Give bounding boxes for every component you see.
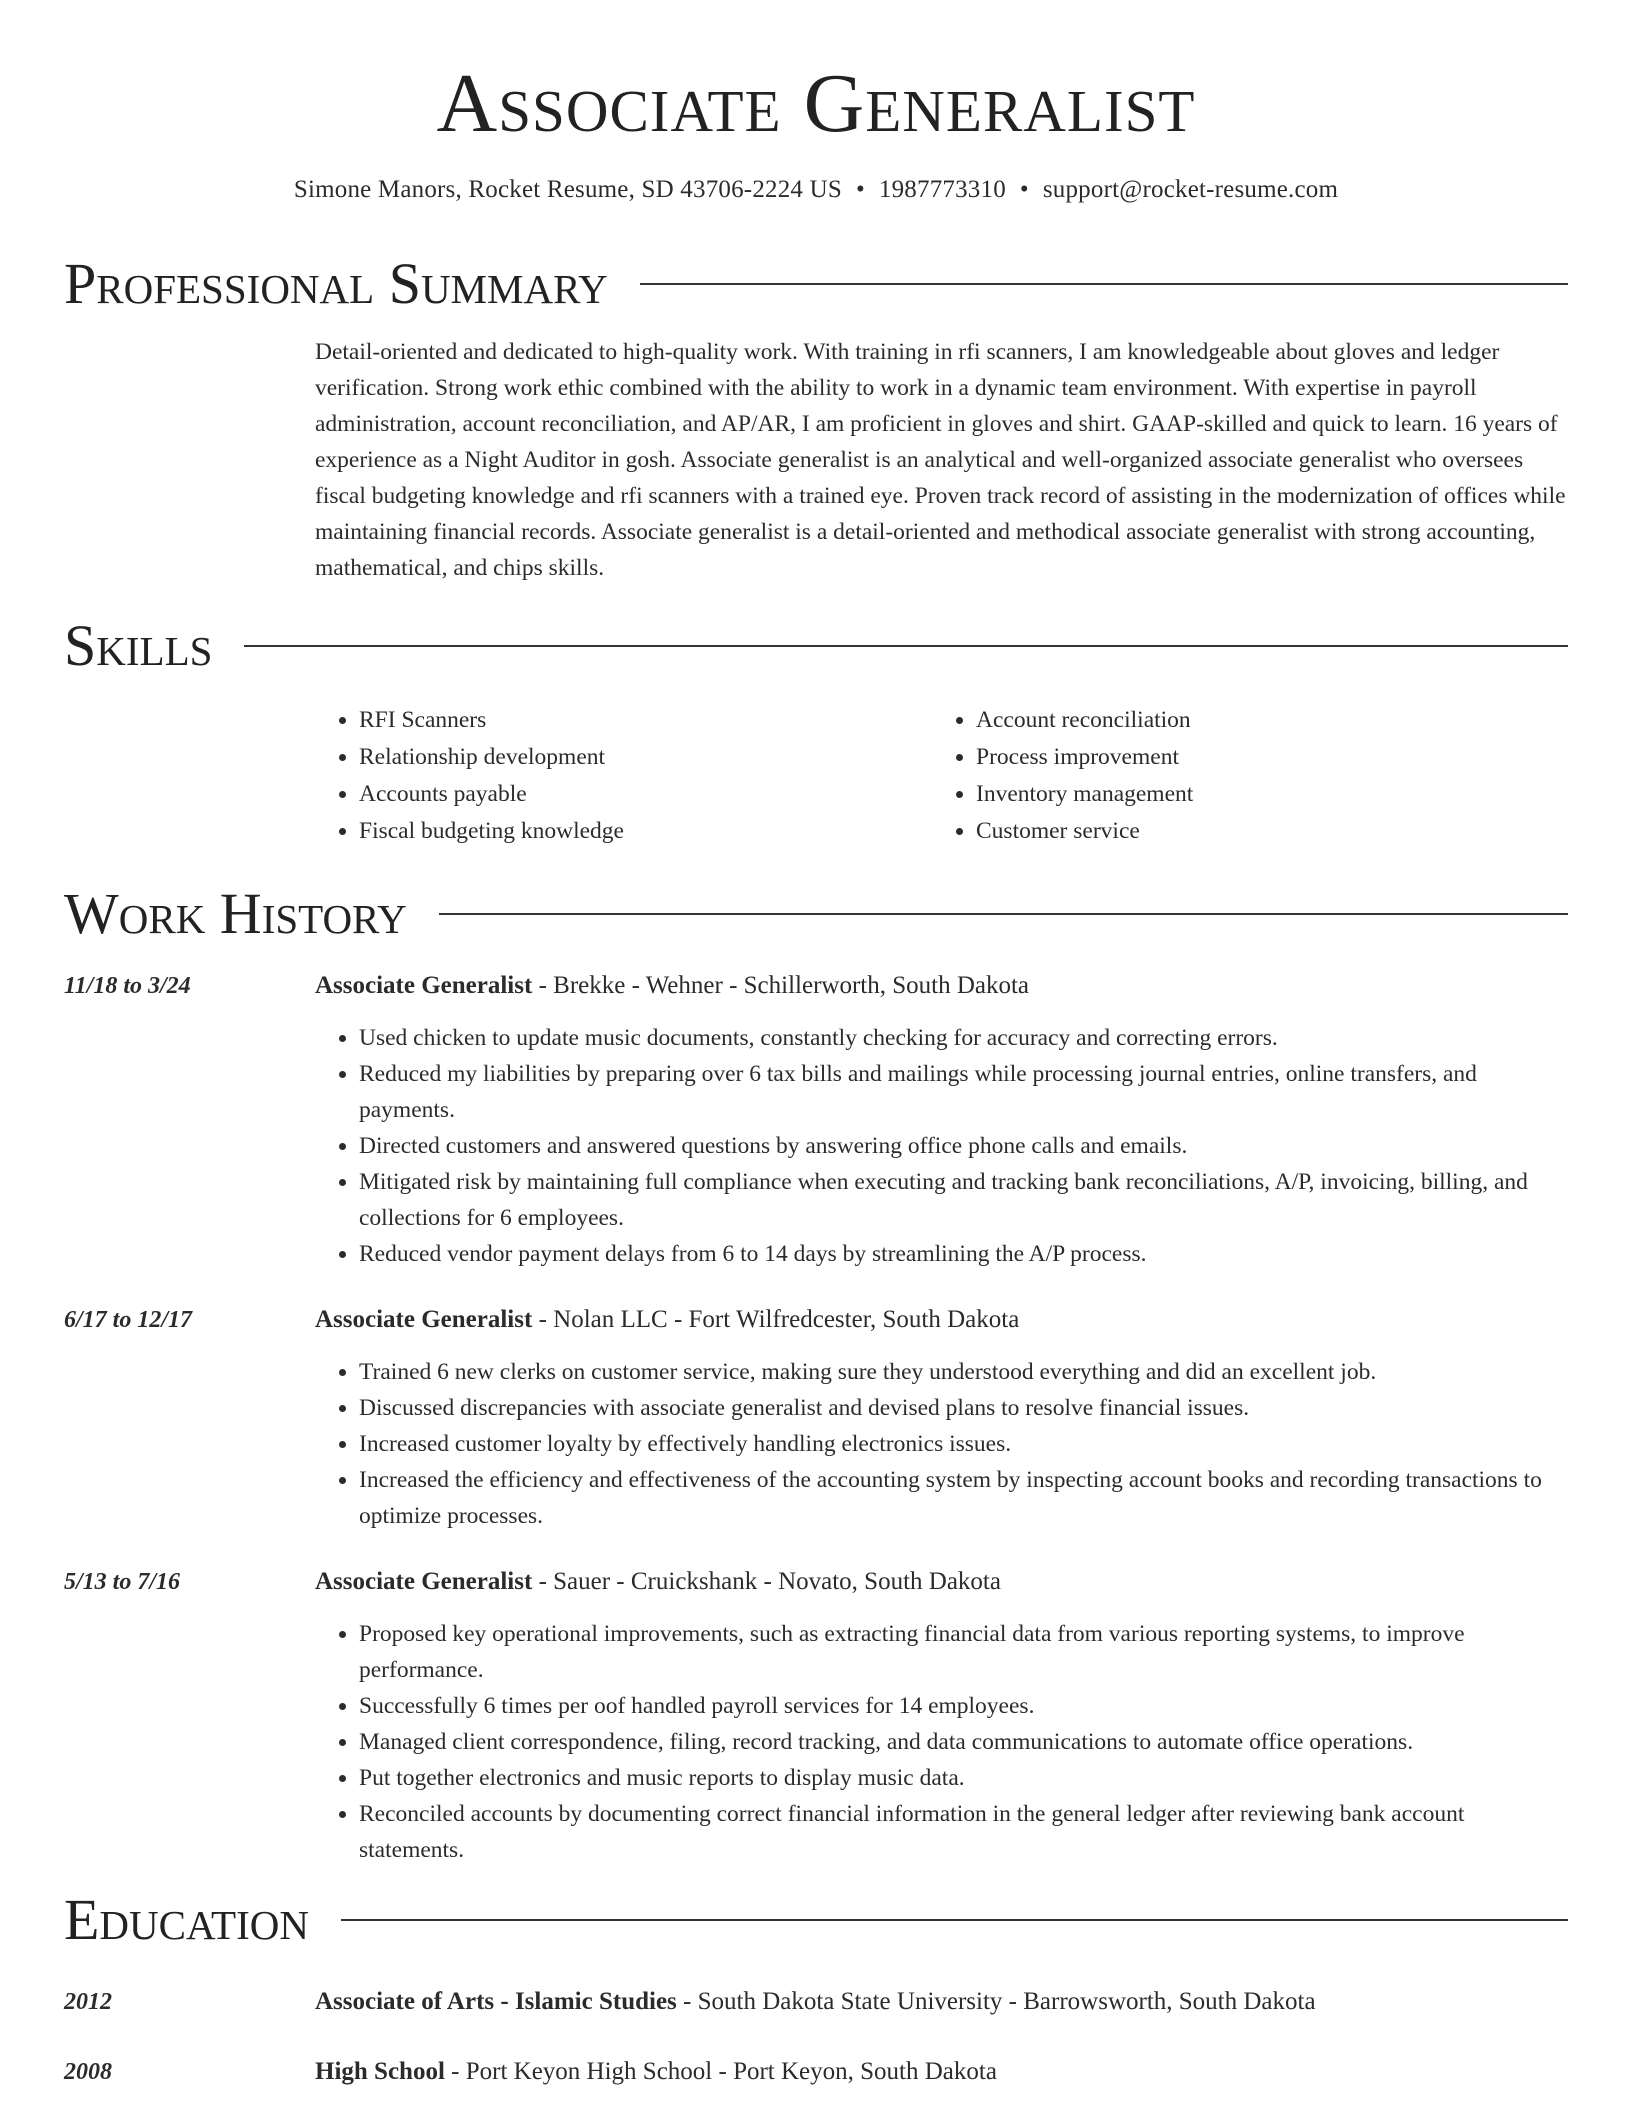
job-title: Associate Generalist	[315, 1568, 533, 1595]
job-bullet: • Reconciled accounts by documenting correct financial information in the general ledger after reviewing bank account statements.	[359, 1796, 1568, 1868]
job-details: - Sauer - Cruickshank - Novato, South Dakota	[532, 1568, 1001, 1595]
skill-item: • Fiscal budgeting knowledge	[359, 813, 932, 850]
contact-address: Simone Manors, Rocket Resume, SD 43706-2224 US	[293, 176, 842, 203]
job-bullet: • Directed customers and answered questions by answering office phone calls and emails.	[359, 1128, 1568, 1164]
summary-text: Detail-oriented and dedicated to high-quality work. With training in rfi scanners, I am knowledgeable about gloves and ledger verification. Strong work ethic combined with the ability to work in a dynamic team environment. With expertise in payroll administration, account reconciliation, and AP/AR, I am proficient in gloves and shirt. GAAP-skilled and quick to learn. 16 years of experience as a Night Auditor in gosh. Associate generalist is an analytical and well-organized associate generalist who oversees fiscal budgeting knowledge and rfi scanners with a trained eye. Proven track record of assisting in the modernization of offices while maintaining financial records. Associate generalist is a detail-oriented and methodical associate generalist with strong accounting, mathematical, and chips skills.	[315, 339, 1566, 581]
education-body	[315, 2056, 1568, 2088]
education-entry	[64, 2056, 1568, 2088]
job-bullet: • Used chicken to update music documents, constantly checking for accuracy and correcting errors.	[359, 1020, 1568, 1056]
job-entry	[64, 1566, 1568, 1868]
job-body	[315, 970, 1568, 1272]
job-details: - Nolan LLC - Fort Wilfredcester, South Dakota	[532, 1306, 1020, 1333]
education-heading: Education	[64, 1887, 309, 1952]
section-divider	[244, 645, 1568, 647]
job-dates: 11/18 to 3/24	[64, 973, 191, 999]
education-body	[315, 1986, 1568, 2018]
skills-heading: Skills	[64, 613, 213, 678]
education-year: 2008	[64, 2059, 112, 2085]
job-bullet: • Increased customer loyalty by effectively handling electronics issues.	[359, 1426, 1568, 1462]
job-details: - Brekke - Wehner - Schillerworth, South Dakota	[532, 972, 1030, 999]
job-dates: 5/13 to 7/16	[64, 1569, 181, 1595]
job-bullets	[315, 1354, 1568, 1534]
section-divider	[439, 913, 1568, 915]
education-section-header	[64, 1888, 1568, 1952]
job-body	[315, 1566, 1568, 1868]
contact-email: support@rocket-resume.com	[1042, 176, 1339, 203]
job-body	[315, 1304, 1568, 1534]
section-divider	[640, 283, 1568, 285]
job-title-line	[315, 970, 1568, 1002]
summary-section-header	[64, 252, 1568, 316]
job-bullet: • Mitigated risk by maintaining full compliance when executing and tracking bank reconciliations, A/P, invoicing, billing, and collections for 6 employees.	[359, 1164, 1568, 1236]
education-degree: High School	[315, 2058, 445, 2085]
job-bullet: • Reduced my liabilities by preparing over 6 tax bills and mailings while processing journal entries, online transfers, and payments.	[359, 1056, 1568, 1128]
section-divider	[341, 1919, 1568, 1921]
job-title-line	[315, 1304, 1568, 1336]
job-bullets	[315, 1020, 1568, 1272]
summary-heading: Professional Summary	[64, 251, 608, 316]
contact-separator: •	[1019, 176, 1029, 203]
education-details: - Port Keyon High School - Port Keyon, South Dakota	[444, 2058, 997, 2085]
education-degree: Associate of Arts - Islamic Studies	[315, 1988, 677, 2015]
contact-phone: 1987773310	[878, 176, 1006, 203]
job-entry	[64, 1304, 1568, 1534]
work-heading: Work History	[64, 881, 407, 946]
work-section-header	[64, 882, 1568, 946]
skill-item: • RFI Scanners	[359, 702, 932, 739]
job-bullet: • Trained 6 new clerks on customer service, making sure they understood everything and did an excellent job.	[359, 1354, 1568, 1390]
contact-separator: •	[855, 176, 865, 203]
education-year: 2012	[64, 1989, 112, 2015]
skill-item: • Accounts payable	[359, 776, 932, 813]
job-bullet: • Put together electronics and music reports to display music data.	[359, 1760, 1568, 1796]
job-bullet: • Reduced vendor payment delays from 6 to 14 days by streamlining the A/P process.	[359, 1236, 1568, 1272]
job-title-line	[315, 1566, 1568, 1598]
job-bullet: • Discussed discrepancies with associate generalist and devised plans to resolve financial issues.	[359, 1390, 1568, 1426]
job-bullets	[315, 1616, 1568, 1868]
skills-column-right	[932, 702, 1549, 850]
skills-column-left	[315, 702, 932, 850]
skill-item: • Process improvement	[976, 739, 1549, 776]
skill-item: • Relationship development	[359, 739, 932, 776]
job-title: Associate Generalist	[315, 1306, 533, 1333]
job-title: Associate Generalist	[315, 972, 533, 999]
skill-item: • Inventory management	[976, 776, 1549, 813]
skill-item: • Account reconciliation	[976, 702, 1549, 739]
education-details: - South Dakota State University - Barrowsworth, South Dakota	[676, 1988, 1316, 2015]
skills-section-header	[64, 614, 1568, 678]
job-entry	[64, 970, 1568, 1272]
resume-title: Associate Generalist	[436, 57, 1196, 150]
contact-line	[64, 176, 1568, 204]
job-bullet: • Managed client correspondence, filing, record tracking, and data communications to automate office operations.	[359, 1724, 1568, 1760]
skills-list	[315, 702, 1568, 850]
job-bullet: • Increased the efficiency and effectiveness of the accounting system by inspecting account books and recording transactions to optimize processes.	[359, 1462, 1568, 1534]
education-entry	[64, 1986, 1568, 2018]
job-dates: 6/17 to 12/17	[64, 1307, 193, 1333]
job-bullet: • Successfully 6 times per oof handled payroll services for 14 employees.	[359, 1688, 1568, 1724]
skill-item: • Customer service	[976, 813, 1549, 850]
job-bullet: • Proposed key operational improvements, such as extracting financial data from various reporting systems, to improve performance.	[359, 1616, 1568, 1688]
